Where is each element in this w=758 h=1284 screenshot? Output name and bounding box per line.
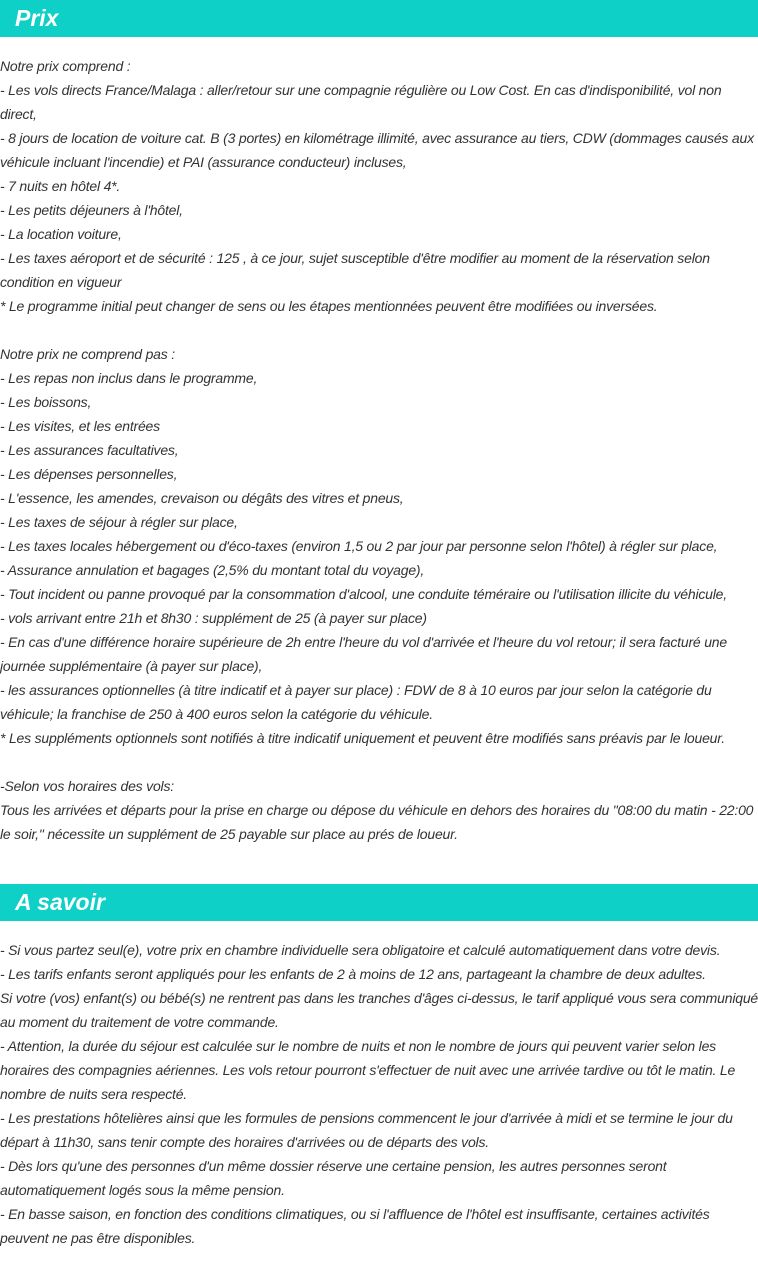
- list-item: - Si vous partez seul(e), votre prix en chambre individuelle sera obligatoire et calculé automatiquement dans votre devis.: [0, 942, 721, 958]
- list-item: - Les boissons,: [0, 394, 92, 410]
- list-item: - Les repas non inclus dans le programme,: [0, 370, 258, 386]
- list-item: - Les taxes de séjour à régler sur place,: [0, 514, 238, 530]
- list-item: - Les assurances facultatives,: [0, 442, 179, 458]
- list-item: - Dès lors qu'une des personnes d'un même dossier réserve une certaine pension, les autres personnes seront automatiquement logés sous la même pension.: [0, 1158, 667, 1198]
- list-item: - La location voiture,: [0, 226, 122, 242]
- section-header-a-savoir: [0, 884, 758, 921]
- section-title: A savoir: [15, 889, 105, 915]
- list-item: - les assurances optionnelles (à titre indicatif et à payer sur place) : FDW de 8 à 10 euros par jour selon la catégorie du véhicule; la franchise de 250 à 400 euros selon la catégorie du véhicule.: [0, 682, 712, 722]
- savoir-content: [0, 938, 758, 1250]
- includes-heading: Notre prix comprend :: [0, 58, 131, 74]
- list-item: Si votre (vos) enfant(s) ou bébé(s) ne rentrent pas dans les tranches d'âges ci-dessus, le tarif appliqué vous sera communiqué au moment du traitement de votre commande.: [0, 990, 758, 1030]
- excludes-heading: Notre prix ne comprend pas :: [0, 346, 175, 362]
- list-item: - Les tarifs enfants seront appliqués pour les enfants de 2 à moins de 12 ans, partageant la chambre de deux adultes.: [0, 966, 706, 982]
- list-item: - 7 nuits en hôtel 4*.: [0, 178, 121, 194]
- list-item: - Assurance annulation et bagages (2,5% du montant total du voyage),: [0, 562, 425, 578]
- schedule-heading: -Selon vos horaires des vols:: [0, 778, 174, 794]
- note: * Les suppléments optionnels sont notifiés à titre indicatif uniquement et peuvent être modifiés sans préavis par le loueur.: [0, 730, 725, 746]
- list-item: - Les taxes locales hébergement ou d'éco-taxes (environ 1,5 ou 2 par jour par personne selon l'hôtel) à régler sur place,: [0, 538, 718, 554]
- spacer: [0, 750, 758, 774]
- schedule-text: Tous les arrivées et départs pour la prise en charge ou dépose du véhicule en dehors des horaires du "08:00 du matin - 22:00 le soir," nécessite un supplément de 25 payable sur place au prés de loueur.: [0, 802, 754, 842]
- list-item: - vols arrivant entre 21h et 8h30 : supplément de 25 (à payer sur place): [0, 610, 427, 626]
- list-item: - Les vols directs France/Malaga : aller/retour sur une compagnie régulière ou Low Cost. En cas d'indisponibilité, vol non direct,: [0, 82, 722, 122]
- list-item: - 8 jours de location de voiture cat. B (3 portes) en kilométrage illimité, avec assurance au tiers, CDW (dommages causés aux véhicule incluant l'incendie) et PAI (assurance conducteur) incluses,: [0, 130, 754, 170]
- spacer: [0, 318, 758, 342]
- list-item: - Attention, la durée du séjour est calculée sur le nombre de nuits et non le nombre de jours qui peuvent varier selon les horaires des compagnies aériennes. Les vols retour pourront s'effectuer de nuit avec une arrivée tardive ou tôt le matin. Le nombre de nuits sera respecté.: [0, 1038, 736, 1102]
- prix-content: [0, 54, 758, 846]
- list-item: - L'essence, les amendes, crevaison ou dégâts des vitres et pneus,: [0, 490, 404, 506]
- section-header-prix: [0, 0, 758, 37]
- note: * Le programme initial peut changer de sens ou les étapes mentionnées peuvent être modifiées ou inversées.: [0, 298, 658, 314]
- list-item: - En basse saison, en fonction des conditions climatiques, ou si l'affluence de l'hôtel est insuffisante, certaines activités peuvent ne pas être disponibles.: [0, 1206, 710, 1246]
- list-item: - Les dépenses personnelles,: [0, 466, 178, 482]
- list-item: - Les taxes aéroport et de sécurité : 125 , à ce jour, sujet susceptible d'être modifier au moment de la réservation selon condition en vigueur: [0, 250, 710, 290]
- list-item: - Les visites, et les entrées: [0, 418, 160, 434]
- section-title: Prix: [15, 5, 59, 31]
- list-item: - Les prestations hôtelières ainsi que les formules de pensions commencent le jour d'arrivée à midi et se termine le jour du départ à 11h30, sans tenir compte des horaires d'arrivées ou de départs des vols.: [0, 1110, 733, 1150]
- list-item: - Les petits déjeuners à l'hôtel,: [0, 202, 183, 218]
- list-item: - Tout incident ou panne provoqué par la consommation d'alcool, une conduite téméraire ou l'utilisation illicite du véhicule,: [0, 586, 727, 602]
- list-item: - En cas d'une différence horaire supérieure de 2h entre l'heure du vol d'arrivée et l'heure du vol retour; il sera facturé une journée supplémentaire (à payer sur place),: [0, 634, 727, 674]
